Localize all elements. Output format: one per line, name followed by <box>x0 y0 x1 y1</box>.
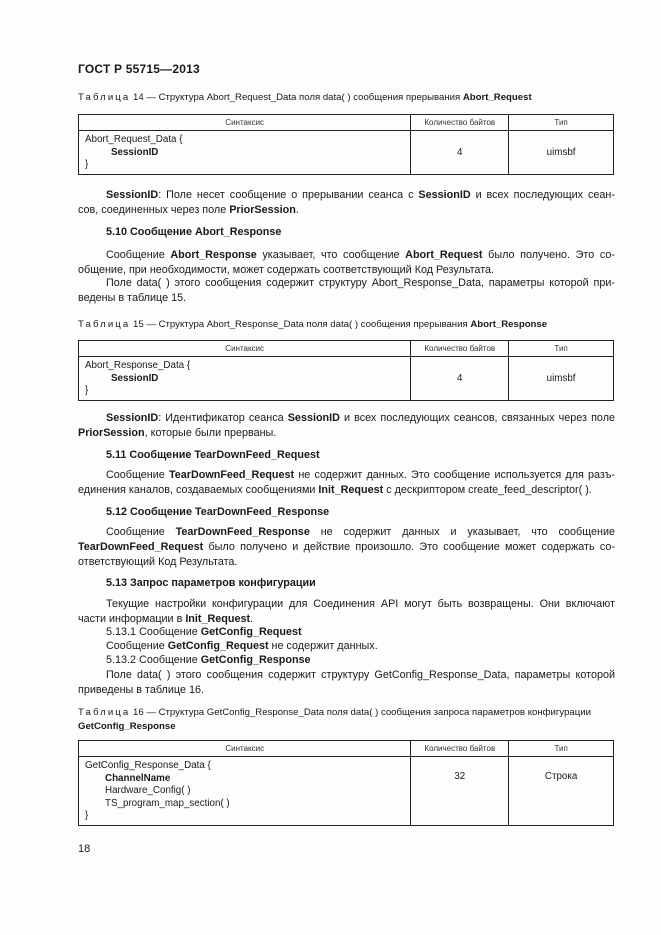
paragraph-teardown-request <box>78 468 615 498</box>
text: не содержит данных. <box>268 640 378 652</box>
table-row <box>79 131 614 175</box>
subsection-5-13-1 <box>78 625 615 640</box>
text: Сообщение <box>106 640 168 652</box>
paragraph-abort-response <box>78 248 615 278</box>
section-5-12-heading: 5.12 Сообщение TearDownFeed_Response <box>106 506 330 518</box>
text: . <box>250 613 254 625</box>
text: ведены в таблице 15. <box>78 292 187 304</box>
bytes-cell: 4 <box>411 357 509 401</box>
syntax-close: } <box>85 385 89 396</box>
caption-text: — Структура GetConfig_Response_Data поля data( ) сообщения запроса параметров конфигурации <box>143 707 591 718</box>
text: сов, соединенных через поле <box>78 204 230 216</box>
text: 5.13.2 Сообщение <box>106 654 201 666</box>
text: было получено. Это со- <box>482 249 615 261</box>
caption-label: Таблица <box>78 92 131 103</box>
syntax-open: Abort_Response_Data { <box>85 360 191 371</box>
caption-number: 14 <box>133 92 144 103</box>
paragraph-teardown-response <box>78 525 615 570</box>
type-cell: uimsbf <box>509 357 614 401</box>
paragraph-getconfig-request <box>78 639 615 654</box>
header-type: Тип <box>509 115 614 131</box>
term: TearDownFeed_Response <box>175 526 310 538</box>
header-type: Тип <box>509 341 614 357</box>
caption-text: — Структура Abort_Request_Data поля data( ) сообщения прерывания <box>143 92 463 103</box>
term: TearDownFeed_Request <box>168 469 295 481</box>
table-14-caption <box>78 91 618 105</box>
syntax-open: Abort_Request_Data { <box>85 134 183 145</box>
table-16 <box>78 740 614 826</box>
type-cell: Строка <box>509 757 614 826</box>
term: Abort_Request <box>405 249 483 261</box>
text: Поле data( ) этого сообщения содержит структуру GetConfig_Response_Data, параметры которой <box>106 669 615 681</box>
term-sessionid: SessionID <box>287 412 340 424</box>
document-header: ГОСТ Р 55715—2013 <box>78 62 200 76</box>
header-syntax: Синтаксис <box>79 115 411 131</box>
paragraph-config <box>78 597 615 627</box>
text: : Поле несет сообщение о прерывании сеанса с <box>158 189 419 201</box>
text: единения каналов, создаваемых сообщениями <box>78 484 319 496</box>
text: приведены в таблице 16. <box>78 684 204 696</box>
section-5-10-heading: 5.10 Сообщение Abort_Response <box>106 226 282 238</box>
caption-label: Таблица <box>78 707 131 718</box>
caption-bold: Abort_Response <box>470 319 548 330</box>
syntax-field: SessionID <box>111 146 159 158</box>
paragraph-sessionid-2 <box>78 411 615 441</box>
table-row <box>79 757 614 826</box>
text: 5.13.1 Сообщение <box>106 626 201 638</box>
syntax-open: GetConfig_Response_Data { <box>85 760 211 771</box>
term: TearDownFeed_Request <box>78 541 204 553</box>
header-bytes: Количество байтов <box>411 115 509 131</box>
table-header-row <box>79 341 614 357</box>
caption-label: Таблица <box>78 319 131 330</box>
table-header-row <box>79 115 614 131</box>
syntax-field: ChannelName <box>105 772 171 784</box>
text: не содержит данных. Это сообщение используется для разъ- <box>294 469 615 481</box>
text: : Идентификатор сеанса <box>158 412 288 424</box>
caption-text: — Структура Abort_Response_Data поля data( ) сообщения прерывания <box>143 319 471 330</box>
syntax-field: TS_program_map_section( ) <box>105 797 230 809</box>
paragraph-abort-response-data <box>78 276 615 306</box>
bytes-cell: 4 <box>411 131 509 175</box>
text: с дескриптором create_feed_descriptor( ). <box>383 484 592 496</box>
term-sessionid: SessionID <box>106 412 159 424</box>
text: не содержит данных и указывает, что сообщение <box>309 526 615 538</box>
text: части информации в <box>78 613 186 625</box>
text: Поле data( ) этого сообщения содержит структуру Abort_Response_Data, параметры которой при- <box>106 277 615 289</box>
term-sessionid: SessionID <box>418 189 471 201</box>
syntax-close: } <box>85 810 89 821</box>
section-5-11-heading: 5.11 Сообщение TearDownFeed_Request <box>106 449 320 461</box>
table-15 <box>78 340 614 401</box>
syntax-field: Hardware_Config( ) <box>105 785 191 796</box>
caption-number: 15 <box>133 319 144 330</box>
table-16-caption <box>78 706 618 734</box>
text: и всех последующих сеансов, связанных через поле <box>339 412 615 424</box>
type-cell: uimsbf <box>509 131 614 175</box>
syntax-close: } <box>85 159 89 170</box>
term: GetConfig_Response <box>200 654 311 666</box>
section-5-13-heading: 5.13 Запрос параметров конфигурации <box>106 577 316 589</box>
text: Сообщение <box>106 526 176 538</box>
term-priorsession: PriorSession <box>78 427 145 439</box>
text: Текущие настройки конфигурации для Соединения API могут быть возвращены. Они включают <box>106 598 615 610</box>
header-syntax: Синтаксис <box>79 341 411 357</box>
text: , которые были прерваны. <box>144 427 277 439</box>
term-priorsession: PriorSession <box>229 204 296 216</box>
table-row <box>79 357 614 401</box>
text: . <box>295 204 299 216</box>
syntax-cell <box>79 757 411 826</box>
term: Init_Request <box>318 484 384 496</box>
caption-bold: GetConfig_Response <box>78 721 176 732</box>
text: было получено и действие произошло. Это сообщение может содержать со- <box>203 541 615 553</box>
syntax-field: SessionID <box>111 372 159 384</box>
header-syntax: Синтаксис <box>79 741 411 757</box>
syntax-cell <box>79 131 411 175</box>
caption-bold: Abort_Request <box>462 92 532 103</box>
term: Abort_Response <box>170 249 257 261</box>
paragraph-getconfig-response-data <box>78 668 615 698</box>
subsection-5-13-2 <box>78 653 615 668</box>
text: Сообщение <box>106 469 169 481</box>
header-type: Тип <box>509 741 614 757</box>
term: Init_Request <box>185 613 251 625</box>
header-bytes: Количество байтов <box>411 341 509 357</box>
paragraph-sessionid-1 <box>78 188 615 218</box>
text: указывает, что сообщение <box>256 249 406 261</box>
text: общение, при необходимости, может содержать соответствующий Код Результата. <box>78 264 495 276</box>
text: ответствующий Код Результата. <box>78 556 238 568</box>
caption-number: 16 <box>133 707 144 718</box>
bytes-cell: 32 <box>411 757 509 826</box>
table-15-caption <box>78 318 618 332</box>
table-14 <box>78 114 614 175</box>
term: GetConfig_Request <box>200 626 302 638</box>
table-header-row <box>79 741 614 757</box>
term-sessionid: SessionID <box>106 189 159 201</box>
text: Сообщение <box>106 249 171 261</box>
page-number: 18 <box>78 843 91 855</box>
syntax-cell <box>79 357 411 401</box>
header-bytes: Количество байтов <box>411 741 509 757</box>
term: GetConfig_Request <box>167 640 269 652</box>
text: и всех последующих сеан- <box>470 189 615 201</box>
